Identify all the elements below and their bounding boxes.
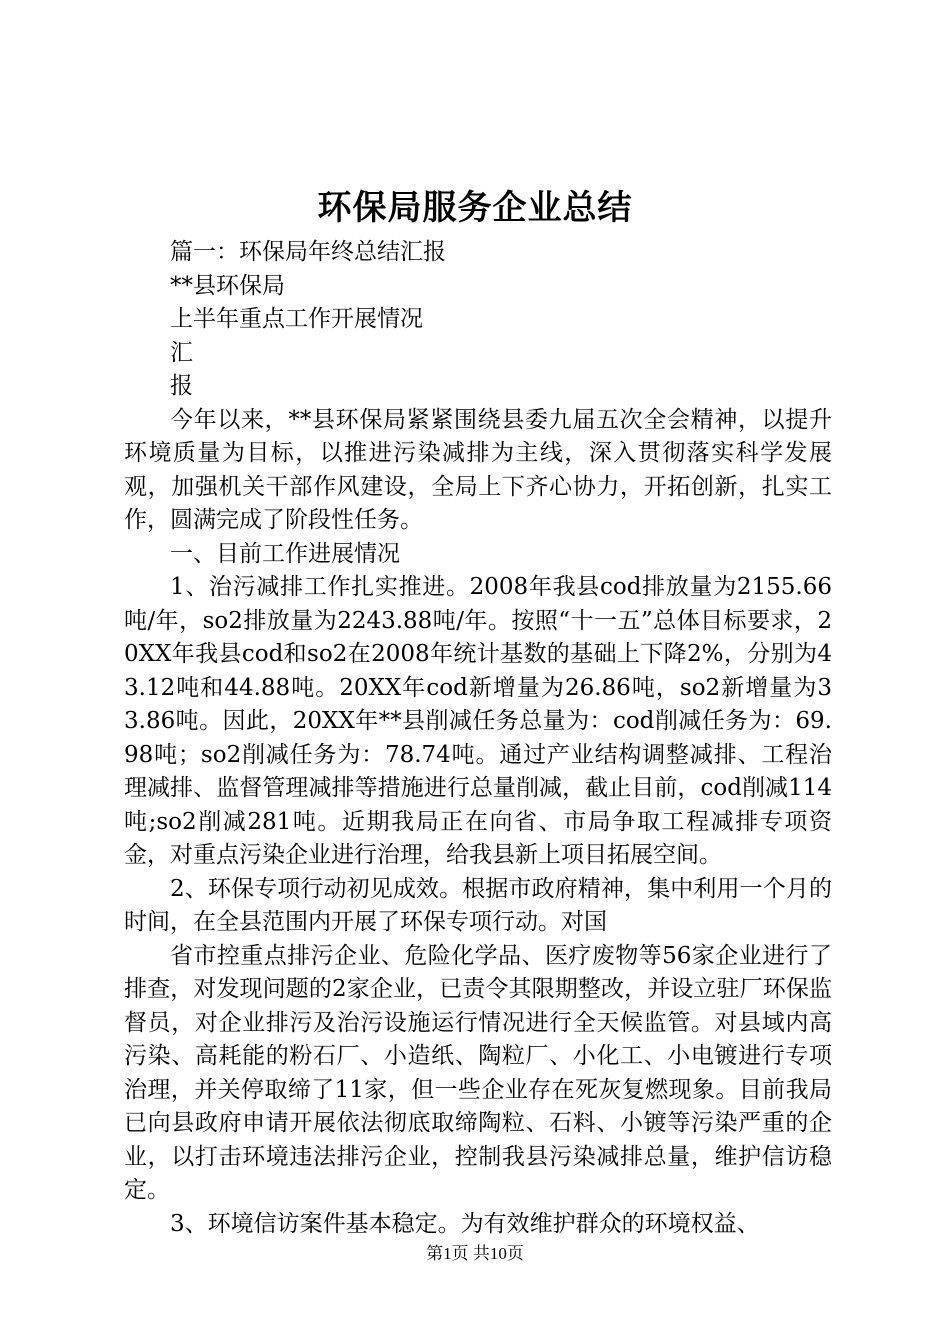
page-number-footer: 第1页 共10页 [426, 1244, 524, 1263]
report-label-line-1: 汇 [170, 339, 193, 366]
document-title: 环保局服务企业总结 [317, 188, 633, 228]
special-action-paragraph: 2、环保专项行动初见成效。根据市政府精神，集中利用一个月的时间，在全县范围内开展了环保专项行动。对国 [124, 875, 832, 935]
enterprise-inspection-paragraph: 省市控重点排污企业、危险化学品、医疗废物等56家企业进行了排查，对发现问题的2家企业，已责令其限期整改，并设立驻厂环保监督员，对企业排污及治污设施运行情况进行全天候监管。对县域内高污染、高耗能的粉石厂、小造纸、陶粒厂、小化工、小电镀进行专项治理，并关停取缔了11家，但一些企业存在死灰复燃现象。目前我局已向县政府申请开展依法彻底取缔陶粒、石料、小镀等污染严重的企业，以打击环境违法排污企业，控制我县污染减排总量，维护信访稳定。 [124, 942, 832, 1203]
emission-reduction-paragraph: 1、治污减排工作扎实推进。2008年我县cod排放量为2155.66吨/年，so2排放量为2243.88吨/年。按照“十一五”总体目标要求，20XX年我县cod和so2在2008年统计基数的基础上下降2%，分别为43.12吨和44.88吨。20XX年cod新增量为26.86吨，so2新增量为33.86吨。因此，20XX年**县削减任务总量为：cod削减任务为：69.98吨；so2削减任务为：78.74吨。通过产业结构调整减排、工程治理减排、监督管理减排等措施进行总量削减，截止目前，cod削减114吨;so2削减281吨。近期我局正在向省、市局争取工程减排专项资金，对重点污染企业进行治理，给我县新上项目拓展空间。 [124, 574, 832, 868]
section-heading: 篇一：环保局年终总结汇报 [170, 239, 446, 265]
document-body [124, 236, 832, 1241]
petition-paragraph: 3、环境信访案件基本稳定。为有效维护群众的环境权益、 [170, 1210, 760, 1237]
report-subtitle: 上半年重点工作开展情况 [170, 306, 423, 332]
organization-name: **县环保局 [170, 272, 285, 299]
intro-paragraph: 今年以来，**县环保局紧紧围绕县委九届五次全会精神，以提升环境质量为目标，以推进污染减排为主线，深入贯彻落实科学发展观，加强机关干部作风建设，全局上下齐心协力，开拓创新，扎实工作，圆满完成了阶段性任务。 [124, 406, 832, 533]
report-label-line-2: 报 [170, 373, 193, 399]
progress-heading: 一、目前工作进展情况 [170, 540, 400, 567]
